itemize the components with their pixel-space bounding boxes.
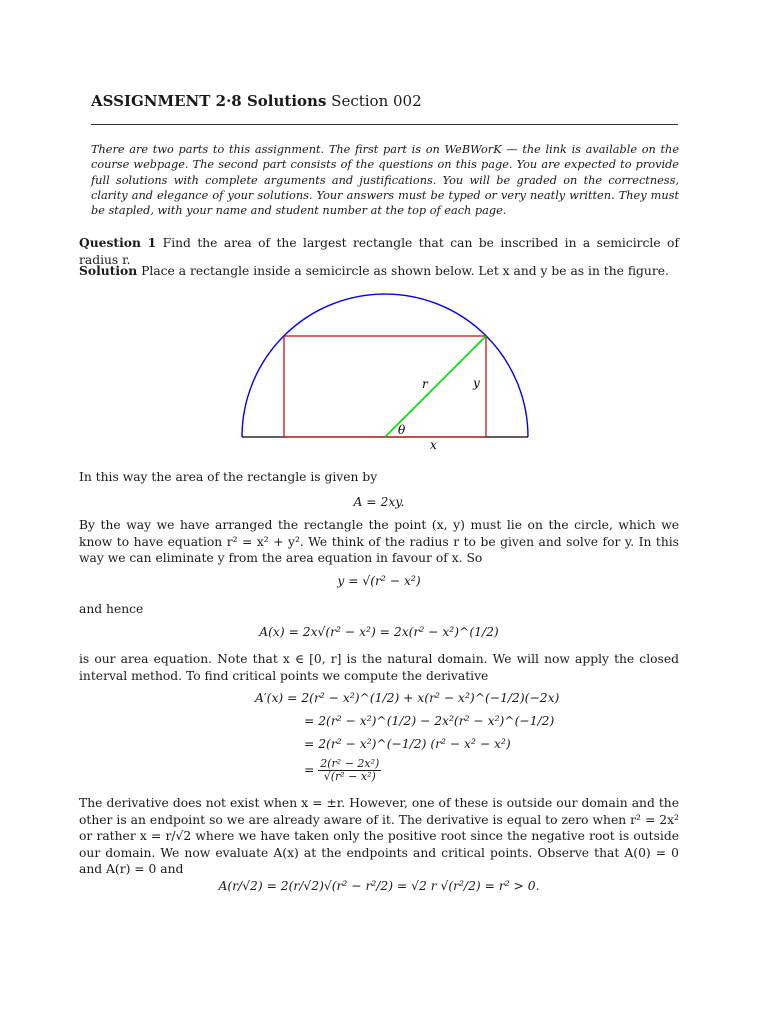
derivative-line-4 — [304, 758, 381, 783]
domain-paragraph: is our area equation. Note that x ∈ [0, r] is the natural domain. We will now apply the closed interval method. To find critical points we compute the derivative — [79, 652, 679, 683]
derivative-equals: = — [304, 763, 315, 778]
derivative-lhs: A′(x) = — [255, 691, 298, 705]
area-intro-text: In this way the area of the rectangle is given by — [79, 470, 378, 484]
critical-points-paragraph: The derivative does not exist when x = ±r. However, one of these is outside our domain and the other is an endpoint so we are already aware of it. The derivative is equal to zero when r² = 2x² or rather x = r/√2 where we have taken only the positive root since the negative root is outside our domain. We now evaluate A(x) at the endpoints and critical points. Observe that A(0) = 0 and A(r) = 0 and — [79, 796, 679, 877]
assignment-title: ASSIGNMENT 2·8 Solutions — [91, 92, 327, 110]
page-title — [91, 91, 422, 111]
semicircle-figure — [230, 285, 540, 465]
label-r: r — [422, 377, 428, 391]
radius-line — [385, 336, 486, 437]
fraction-denominator: √(r² − x²) — [323, 770, 376, 784]
label-theta: θ — [398, 423, 406, 437]
derivative-line-2: = 2(r² − x²)^(1/2) − 2x²(r² − x²)^(−1/2) — [304, 714, 555, 728]
area-function-equation: A(x) = 2x√(r² − x²) = 2x(r² − x²)^(1/2) — [259, 625, 499, 639]
question-label: Question 1 — [79, 235, 157, 250]
derivative-line-1 — [255, 690, 559, 707]
area-equation: A = 2xy. — [353, 495, 405, 509]
question-text: Find the area of the largest rectangle that can be inscribed in a semicircle of radius r. — [79, 236, 679, 267]
semicircle-arc — [242, 294, 528, 437]
label-x: x — [430, 438, 437, 452]
y-equation: y = √(r² − x²) — [337, 574, 421, 588]
solution-paragraph — [79, 263, 679, 280]
derivative-fraction — [318, 758, 381, 783]
title-rule — [91, 124, 678, 125]
solution-label: Solution — [79, 263, 138, 278]
fraction-numerator: 2(r² − 2x²) — [320, 757, 380, 770]
derivative-term-1: 2(r² − x²)^(1/2) + x(r² − x²)^(−1/2)(−2x) — [301, 691, 560, 705]
label-y: y — [473, 376, 480, 390]
and-hence-text: and hence — [79, 602, 144, 616]
intro-paragraph: There are two parts to this assignment. The first part is on WeBWorK — the link is available on the course webpage. The second part consists of the questions on this page. You are expected to provide full solutions with complete arguments and justifications. You will be graded on the correctness, clarity and elegance of your solutions. Your answers must be typed or very neatly written. They must be stapled, with your name and student number at the top of each page. — [91, 143, 679, 217]
inscribed-rectangle — [284, 336, 486, 437]
final-evaluation-equation: A(r/√2) = 2(r/√2)√(r² − r²/2) = √2 r √(r²/2) = r² > 0. — [218, 879, 540, 893]
circle-equation-paragraph: By the way we have arranged the rectangle the point (x, y) must lie on the circle, which we know to have equation r² = x² + y². We think of the radius r to be given and solve for y. In this way we can eliminate y from the area equation in favour of x. So — [79, 518, 679, 566]
solution-text: Place a rectangle inside a semicircle as shown below. Let x and y be as in the figure. — [141, 264, 669, 278]
section-label: Section 002 — [331, 92, 422, 110]
derivative-line-3: = 2(r² − x²)^(−1/2) (r² − x² − x²) — [304, 737, 511, 751]
